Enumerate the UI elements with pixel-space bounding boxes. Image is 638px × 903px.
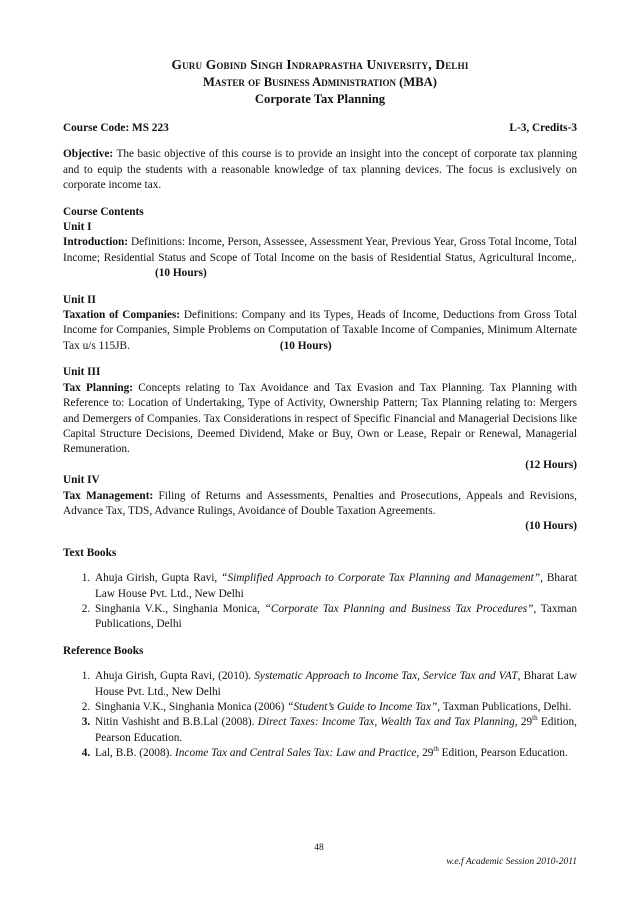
- text-books-list: [63, 571, 577, 633]
- unit-title: Unit III: [63, 366, 101, 379]
- academic-session-note: w.e.f Academic Session 2010-2011: [446, 857, 577, 867]
- list-item: 4. Lal, B.B. (2008). Income Tax and Central Sales Tax: Law and Practice, 29th Edition, Pearson Education.: [93, 746, 577, 761]
- unit-hours: (12 Hours): [525, 458, 577, 471]
- unit-title: Unit IV: [63, 474, 100, 487]
- reference-books-list: [63, 669, 577, 761]
- course-contents-heading: Course Contents: [63, 205, 144, 218]
- unit-topic: Tax Planning:: [63, 381, 134, 394]
- unit-topic: Introduction:: [63, 236, 129, 249]
- unit-title: Unit II: [63, 293, 96, 306]
- objective-paragraph: [63, 147, 577, 193]
- unit-text: Concepts relating to Tax Avoidance and Tax Evasion and Tax Planning. Tax Planning with Reference to: Location of Undertaking, Type of Activity, Ownership Pattern; Tax Planning relating to: Mergers and Demergers of Companies. Tax Considerations in respect of Specific Financial and Managerial Decisions like Capital Structure Decisions, Deemed Dividend, Make or Buy, Own or Lease, Repair or Renewal, Managerial Remuneration.: [63, 381, 577, 456]
- unit-description: [63, 381, 577, 458]
- list-item: 2. Singhania V.K., Singhania Monica, “Corporate Tax Planning and Business Tax Procedures”, Taxman Publications, Delhi: [93, 602, 577, 633]
- course-info-row: [63, 121, 577, 136]
- list-item: 2. Singhania V.K., Singhania Monica (2006) “Student’s Guide to Income Tax”, Taxman Publications, Delhi.: [93, 700, 577, 715]
- unit-description: [63, 235, 577, 281]
- course-title: Corporate Tax Planning: [254, 92, 386, 106]
- reference-books-heading: Reference Books: [63, 644, 144, 657]
- list-item: 1. Ahuja Girish, Gupta Ravi, (2010). Systematic Approach to Income Tax, Service Tax and VAT, Bharat Law House Pvt. Ltd., New Delhi: [93, 669, 577, 700]
- unit-description: [63, 489, 577, 520]
- list-item: 3. Nitin Vashisht and B.B.Lal (2008). Direct Taxes: Income Tax, Wealth Tax and Tax Planning, 29th Edition, Pearson Education.: [93, 715, 577, 746]
- course-credits: L-3, Credits-3: [509, 122, 577, 134]
- unit-text: Definitions: Company and its Types, Heads of Income, Deductions from Gross Total Income for Companies, Simple Problems on Computation of Taxable Income of Companies, Minimum Alternate Tax u/s 115JB.: [63, 309, 577, 352]
- unit-hours: (10 Hours): [525, 520, 577, 533]
- course-code: Course Code: MS 223: [63, 122, 169, 134]
- objective-label: Objective:: [63, 148, 114, 161]
- unit-text: Filing of Returns and Assessments, Penalties and Prosecutions, Appeals and Revisions, Advance Tax, TDS, Advance Rulings, Avoidance of Double Taxation Agreements.: [63, 489, 577, 517]
- syllabus-page: [63, 56, 577, 762]
- list-item: 1. Ahuja Girish, Gupta Ravi, “Simplified Approach to Corporate Tax Planning and Management”, Bharat Law House Pvt. Ltd., New Delhi: [93, 571, 577, 602]
- unit-text: Definitions: Income, Person, Assessee, Assessment Year, Previous Year, Gross Total Income, Total Income; Residential Status and Scope of Total Income on the basis of Residential Status, Agricultural Income,.: [63, 236, 577, 264]
- unit-hours: (10 Hours): [155, 267, 207, 280]
- university-title: Guru Gobind Singh Indraprastha University, Delhi: [171, 57, 469, 72]
- text-books-heading: Text Books: [63, 546, 117, 559]
- program-title: Master of Business Administration (MBA): [203, 75, 437, 89]
- unit-topic: Tax Management:: [63, 489, 154, 502]
- unit-topic: Taxation of Companies:: [63, 309, 181, 322]
- unit-description: [63, 308, 577, 354]
- page-number: 48: [314, 843, 324, 853]
- unit-hours: (10 Hours): [279, 339, 332, 352]
- objective-text: The basic objective of this course is to provide an insight into the concept of corporate tax planning and to equip the students with a reasonable knowledge of tax planning devices. The focus is exclusively on corporate income tax.: [63, 148, 577, 192]
- unit-title: Unit I: [63, 221, 92, 234]
